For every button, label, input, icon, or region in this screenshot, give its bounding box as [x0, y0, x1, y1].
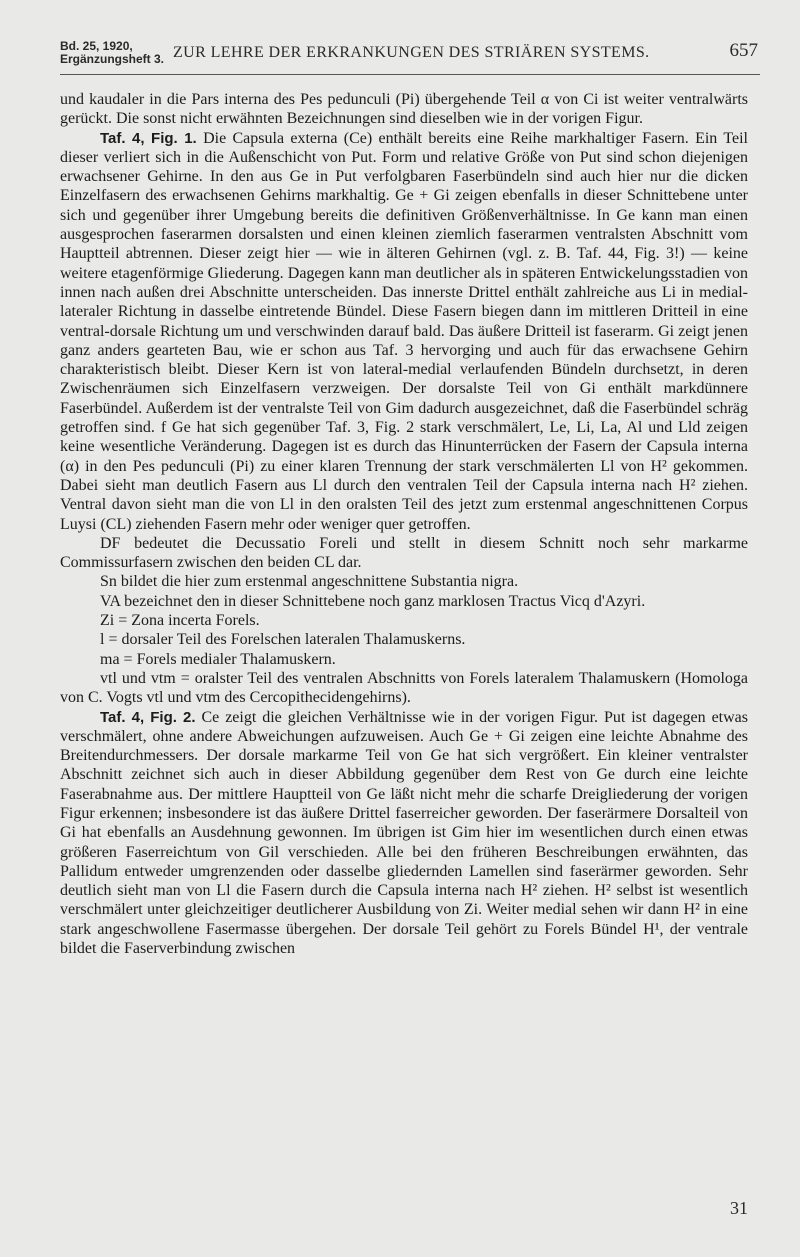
page-number: 657	[729, 40, 758, 61]
paragraph: Sn bildet die hier zum erstenmal angeschnittene Substantia nigra.	[100, 573, 519, 591]
figure-reference: Taf. 4, Fig. 1.	[100, 129, 197, 147]
running-header	[60, 40, 760, 75]
paragraph: Taf. 4, Fig. 1. Die Capsula externa (Ce) enthält bereits eine Reihe markhaltiger Fasern. Ein Teil dieser verliert sich in die Außenschicht von Put. Form und relative Größe von Put sind schon diejenigen erwachsener Gehirne. In den aus Ge in Put verfolgbaren Faserbündeln sind auch hier nur die dicken Einzelfasern des erwachsenen Gehirns markhaltig. Ge + Gi zeigen ebenfalls in dieser Schnittebene unter sich und gegenüber ihrer Umgebung bereits die definitiven Größenverhältnisse. In Ge kann man einen ausgesprochen faserarmen dorsalsten und einen kleinen ziemlich faserarmen ventralsten Abschnitt vom Hauptteil abtrennen. Dieser zeigt hier — wie in älteren Gehirnen (vgl. z. B. Taf. 44, Fig. 3!) — keine weitere etagenförmige Gliederung. Dagegen kann man deutlicher als in späteren Entwickelungsstadien von innen nach außen drei Abschnitte unterscheiden. Das innerste Drittel enthält zahlreiche aus Li in medial-lateraler Richtung in dasselbe eintretende Bündel. Diese Fasern biegen dann im mittleren Dritteil in eine ventral-dorsale Richtung um und verschwinden darauf bald. Das äußere Dritteil ist faserarm. Gi zeigt jenen ganz anders gearteten Bau, wie er schon aus Taf. 3 hervorging und auch für das erwachsene Gehirn charakteristisch bleibt. Dieser Kern ist von lateral-medial verlaufenden Bündeln durchsetzt, in deren Zwischenräumen sich Einzelfasern verzweigen. Der dorsalste Teil von Gi enthält markdünnere Faserbündel. Außerdem ist der ventralste Teil von Gim dadurch ausgezeichnet, daß die Faserbündel schräg getroffen sind. f Ge hat sich gegenüber Taf. 3, Fig. 2 stark verschmälert, Le, Li, La, Al und Lld zeigen keine wesentliche Veränderung. Dagegen ist es durch das Hinunterrücken der Fasern der Capsula interna (α) in den Pes pedunculi (Pi) zu einer klaren Trennung der stark verschmälerten Ll von H² gekommen. Dabei sieht man deutlich Fasern aus Ll durch den ventralen Teil der Capsula interna nach H² ziehen. Ventral davon sieht man die von Ll in den oralsten Teil des jetzt zum erstenmal angeschnittenen Corpus Luysi (CL) ziehenden Fasern mehr oder weniger quer getroffen.	[60, 129, 748, 533]
paragraph: ma = Forels medialer Thalamuskern.	[100, 650, 336, 668]
figure-reference: Taf. 4, Fig. 2.	[100, 708, 196, 726]
paragraph: Taf. 4, Fig. 2. Ce zeigt die gleichen Verhältnisse wie in der vorigen Figur. Put ist dagegen etwas verschmälert, ohne andere Abweichungen aufzuweisen. Auch Ge + Gi zeigen eine leichte Abnahme des Breitendurchmessers. Der dorsale markarme Teil von Ge hat sich vergrößert. Ein kleiner ventralster Abschnitt zeichnet sich auch in dieser Abbildung gegenüber dem Rest von Ge durch eine leichte Faserabnahme aus. Der mittlere Hauptteil von Ge läßt nicht mehr die scharfe Dreigliederung der vorigen Figur erkennen; insbesondere ist das äußere Drittel faserreicher geworden. Der faserärmere Dorsalteil von Gi hat ebenfalls an Ausdehnung gewonnen. Im übrigen ist Gim hier im wesentlichen durch einen etwas größeren Faserreichtum von Gil verschieden. Alle bei den früheren Beschreibungen erwähnten, das Pallidum entweder umgrenzenden oder dasselbe gliedernden Lamellen sind faserärmer geworden. Sehr deutlich sieht man von Ll die Fasern durch die Capsula interna nach H² ziehen. H² selbst ist wesentlich verschmälert unter gleichzeitiger deutlicherer Ausbildung von Zi. Weiter medial sehen wir dann H² in eine stark angeschwollene Fasermasse übergehen. Der dorsale Teil gehört zu Forels Bündel H¹, der ventrale bildet die Faserverbindung zwischen	[60, 708, 748, 958]
paragraph: und kaudaler in die Pars interna des Pes pedunculi (Pi) übergehende Teil α von Ci ist weiter ventralwärts gerückt. Die sonst nicht erwähnten Bezeichnungen sind dieselben wie in der vorigen Figur.	[60, 91, 748, 128]
volume-label: Bd. 25, 1920,	[60, 39, 133, 53]
paragraph: Zi = Zona incerta Forels.	[100, 612, 260, 630]
signature-mark: 31	[730, 1198, 748, 1218]
volume-info	[60, 40, 164, 66]
paragraph: l = dorsaler Teil des Forelschen lateralen Thalamuskerns.	[100, 631, 466, 649]
paragraph: DF bedeutet die Decussatio Foreli und stellt in diesem Schnitt noch sehr markarme Commissurfasern zwischen den beiden CL dar.	[60, 534, 748, 572]
paragraph: vtl und vtm = oralster Teil des ventralen Abschnitts von Forels lateralem Thalamuskern (Homologa von C. Vogts vtl und vtm des Cercopithecidengehirns).	[60, 669, 748, 707]
body-text	[60, 90, 748, 958]
paragraph: VA bezeichnet den in dieser Schnittebene noch ganz marklosen Tractus Vicq d'Azyri.	[100, 592, 646, 610]
supplement-label: Ergänzungsheft 3.	[60, 52, 165, 66]
journal-running-title: ZUR LEHRE DER ERKRANKUNGEN DES STRIÄREN SYSTEMS.	[173, 44, 650, 61]
